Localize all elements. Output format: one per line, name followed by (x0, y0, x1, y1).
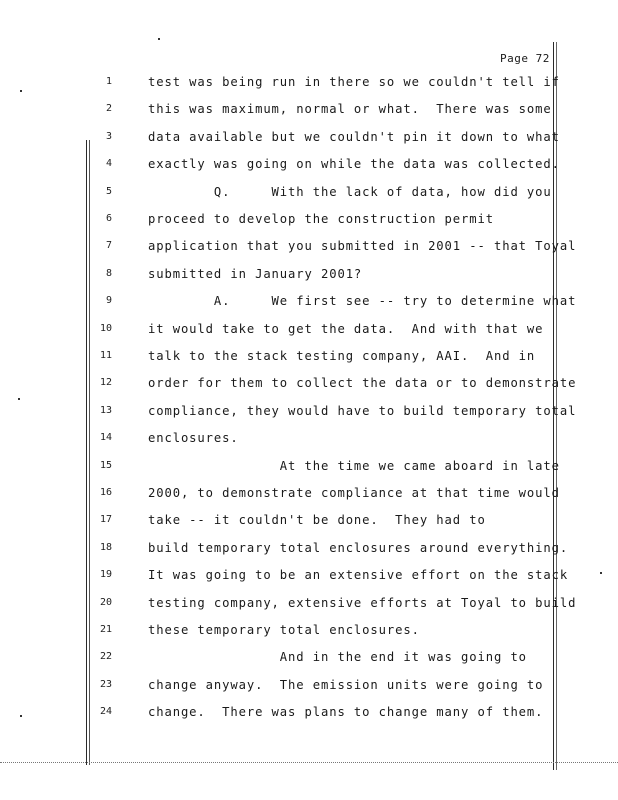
transcript-line: test was being run in there so we couldn't tell if (148, 75, 560, 89)
transcript-line: data available but we couldn't pin it down to what (148, 129, 560, 144)
transcript-line: compliance, they would have to build temporary total (148, 403, 577, 418)
transcript-line: submitted in January 2001? (148, 266, 363, 281)
line-number: 8 (105, 267, 112, 279)
line-number: 14 (99, 432, 112, 444)
line-number: 4 (105, 158, 112, 170)
line-number: 9 (105, 295, 112, 307)
line-number: 22 (99, 651, 112, 663)
line-number: 12 (99, 377, 112, 389)
transcript-line: And in the end it was going to (148, 650, 527, 665)
transcript-line: these temporary total enclosures. (148, 623, 420, 637)
transcript-line: it would take to get the data. And with that we (148, 321, 544, 336)
transcript-line: At the time we came aboard in late (148, 458, 560, 473)
line-number: 19 (99, 569, 112, 581)
line-number: 13 (99, 404, 112, 416)
transcript-line: proceed to develop the construction permit (148, 212, 494, 226)
scan-speck (158, 38, 160, 40)
transcript-line: this was maximum, normal or what. There was some (148, 102, 552, 117)
line-number: 1 (105, 76, 112, 87)
line-number: 3 (105, 130, 112, 142)
line-number: 7 (105, 240, 112, 252)
transcript-line: exactly was going on while the data was collected. (148, 157, 560, 172)
line-number: 2 (105, 103, 112, 115)
page-number: Page 72 (500, 52, 550, 65)
line-number: 11 (99, 350, 112, 361)
left-margin-rule (86, 140, 87, 765)
transcript-line: enclosures. (148, 431, 239, 446)
line-number: 17 (99, 514, 112, 526)
transcript-line: It was going to be an extensive effort on the stack (148, 568, 569, 583)
line-number: 24 (99, 706, 112, 718)
line-number: 20 (99, 596, 112, 608)
scan-speck (20, 715, 22, 717)
scan-speck (600, 572, 602, 574)
transcript-line: change anyway. The emission units were going to (148, 677, 544, 692)
line-number: 18 (99, 541, 112, 553)
transcript-line: change. There was plans to change many of them. (148, 705, 544, 720)
transcript-line: application that you submitted in 2001 -- that Toyal (148, 239, 577, 254)
transcript-line: build temporary total enclosures around everything. (148, 540, 569, 555)
transcript-line: 2000, to demonstrate compliance at that time would (148, 486, 560, 500)
transcript-line: order for them to collect the data or to demonstrate (148, 376, 577, 391)
scan-speck (18, 398, 20, 400)
transcript-line: A. We first see -- try to determine what (148, 294, 577, 309)
scan-speck (20, 90, 22, 92)
transcript-line: testing company, extensive efforts at Toyal to build (148, 595, 577, 610)
left-margin-rule-inner (89, 140, 90, 765)
transcript-line: Q. With the lack of data, how did you (148, 184, 552, 199)
line-number: 10 (99, 322, 112, 334)
bottom-scan-artifact (0, 762, 618, 764)
line-number: 6 (105, 213, 112, 224)
transcript-line: talk to the stack testing company, AAI. And in (148, 349, 536, 363)
line-number: 5 (105, 185, 112, 197)
line-number: 23 (99, 678, 112, 690)
line-number: 15 (99, 459, 112, 471)
line-number: 21 (99, 624, 112, 635)
line-number: 16 (99, 487, 112, 498)
transcript-line: take -- it couldn't be done. They had to (148, 513, 486, 528)
